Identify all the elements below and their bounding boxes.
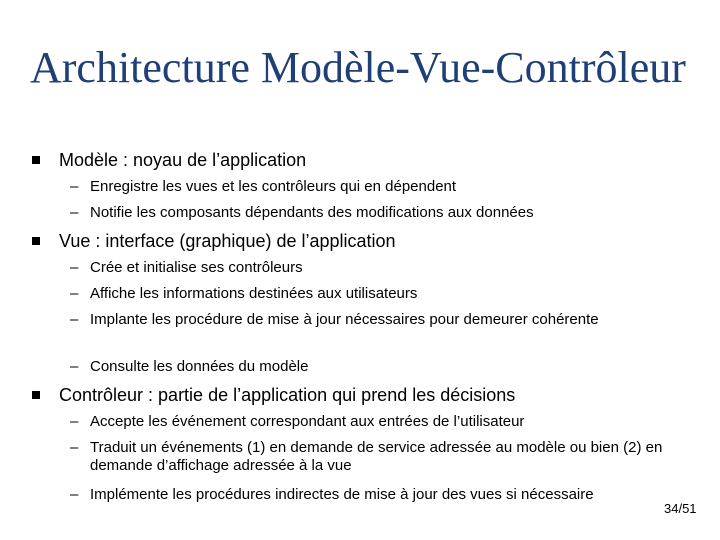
sub-bullet-text: Crée et initialise ses contrôleurs — [90, 259, 303, 276]
dash-icon: – — [70, 486, 79, 503]
square-bullet-icon — [32, 391, 40, 399]
dash-icon: – — [70, 178, 79, 195]
dash-icon: – — [70, 439, 79, 456]
sub-bullet-text: Consulte les données du modèle — [90, 358, 309, 375]
sub-bullet-text: Affiche les informations destinées aux utilisateurs — [90, 285, 418, 302]
bullet-text: Contrôleur : partie de l’application qui prend les décisions — [59, 385, 516, 405]
sub-bullet-text: Accepte les événement correspondant aux entrées de l’utilisateur — [90, 413, 525, 430]
bullet-text: Modèle : noyau de l’application — [59, 150, 307, 170]
sub-bullet-text: Enregistre les vues et les contrôleurs qui en dépendent — [90, 178, 457, 195]
dash-icon: – — [70, 413, 79, 430]
dash-icon: – — [70, 358, 79, 375]
dash-icon: – — [70, 204, 79, 221]
slide-title: Architecture Modèle-Vue-Contrôleur — [30, 43, 686, 92]
bullet-text: Vue : interface (graphique) de l’application — [59, 231, 396, 251]
dash-icon: – — [70, 311, 79, 328]
dash-icon: – — [70, 259, 79, 276]
sub-bullet-text: Implémente les procédures indirectes de mise à jour des vues si nécessaire — [90, 486, 594, 503]
sub-bullet-text: Implante les procédure de mise à jour nécessaires pour demeurer cohérente — [90, 311, 599, 328]
page-number: 34/51 — [664, 501, 697, 516]
square-bullet-icon — [32, 237, 40, 245]
sub-bullet-text: Notifie les composants dépendants des modifications aux données — [90, 204, 534, 221]
sub-bullet-text: Traduit un événements (1) en demande de service adressée au modèle ou bien (2) en demande d’affichage adressée à la vue — [90, 439, 663, 474]
square-bullet-icon — [32, 156, 40, 164]
dash-icon: – — [70, 285, 79, 302]
